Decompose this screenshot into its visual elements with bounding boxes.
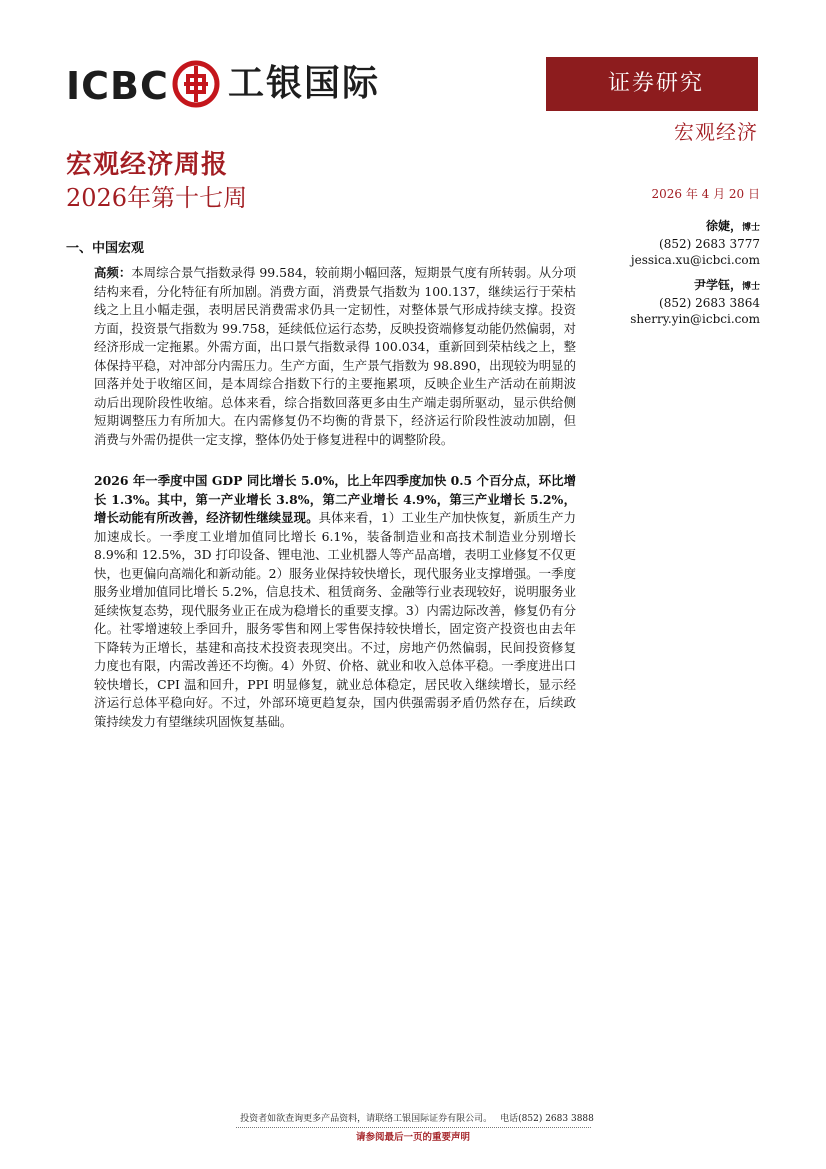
paragraph-body: 本周综合景气指数录得 99.584，较前期小幅回落，短期景气度有所转弱。从分项结构来看，分化特征有所加剧。消费方面，消费景气指数为 100.137，继续运行于荣枯线之上且小幅走强，表明居民消费需求仍具一定韧性，对整体景气形成持续支撑。投资方面，投资景气指数为 99.758，延续低位运行态势，反映投资端修复动能仍然偏弱，对经济形成一定拖累。外需方面，出口景气指数录得 100.034，重新回到荣枯线之上，整体保持平稳，对冲部分内需压力。生产方面，生产景气指数为 98.890，出现较为明显的回落并处于收缩区间，是本周综合指数下行的主要拖累项，反映企业生产活动在前期波动后出现阶段性收缩。总体来看，综合指数回落更多由生产端走弱所驱动，显示供给侧短期调整压力有所加大。在内需修复仍不均衡的背景下，经济运行阶段性波动加剧，但消费与外需仍提供一定支撑，整体仍处于修复进程中的调整阶段。: [94, 265, 577, 447]
paragraph-lead: 2026 年一季度中国 GDP 同比增长 5.0%，比上年四季度加快 0.5 个百分点，环比增长 1.3%。其中，第一产业增长 3.8%，第二产业增长 4.9%，第三产业增长 5.2%，增长动能有所改善，经济韧性继续显现。: [94, 473, 576, 525]
paragraph-high-frequency: [94, 264, 576, 449]
analyst-email[interactable]: sherry.yin@icbci.com: [630, 312, 760, 326]
footer-phone: 电话(852) 2683 3888: [500, 1114, 594, 1124]
paragraph-lead: 高频：: [94, 265, 132, 280]
report-week: 2026年第十七周: [66, 184, 248, 212]
section-banner: [546, 57, 758, 111]
analyst-degree: 博士: [741, 282, 760, 292]
analyst-email[interactable]: jessica.xu@icbci.com: [630, 253, 760, 267]
category-label: 宏观经济: [674, 120, 758, 144]
icbc-seal-icon: [172, 60, 220, 108]
footer-contact-text: 投资者如欲查询更多产品资料，请联络工银国际证券有限公司。: [240, 1114, 493, 1124]
paragraph-gdp: [94, 472, 576, 731]
report-date: 2026 年 4 月 20 日: [651, 187, 760, 201]
analyst-phone: (852) 2683 3864: [659, 296, 760, 310]
analyst-degree: 博士: [741, 223, 760, 233]
analyst-phone: (852) 2683 3777: [659, 237, 760, 251]
logo-chinese-text: 工银国际: [228, 63, 381, 104]
analyst-card: [630, 277, 760, 327]
banner-label: 证券研究: [608, 71, 705, 96]
paragraph-body: 具体来看，1）工业生产加快恢复，新质生产力加速成长。一季度工业增加值同比增长 6.1%，装备制造业和高技术制造业分别增长 8.9%和 12.5%，3D 打印设备、锂电池、工业机器人等产品高增，表明工业修复不仅更快，也更偏向高端化和新动能。2）服务业保持较快增长，现代服务业支撑增强。一季度服务业增加值同比增长 5.2%，信息技术、租赁商务、金融等行业表现较好，说明服务业延续恢复态势，现代服务业正在成为稳增长的重要支撑。3）内需边际改善，修复仍有分化。社零增速较上季回升，服务零售和网上零售保持较快增长，固定资产投资也由去年下降转为正增长，基建和高技术投资表现突出。不过，房地产仍然偏弱，民间投资修复力度也有限，内需改善还不均衡。4）外贸、价格、就业和收入总体平稳。一季度进出口较快增长，CPI 温和回升，PPI 明显修复，就业总体稳定，居民收入继续增长，显示经济运行总体平稳向好。不过，外部环境更趋复杂，国内供强需弱矛盾仍然存在，后续政策持续发力有望继续巩固恢复基础。: [94, 510, 576, 729]
report-title: 宏观经济周报: [66, 150, 229, 180]
analyst-name: 尹学钰，: [693, 278, 742, 292]
logo-latin-text: ICBC: [66, 64, 169, 108]
footer-disclaimer[interactable]: 请参阅最后一页的重要声明: [355, 1132, 470, 1143]
analyst-card: [631, 218, 760, 268]
analyst-name: 徐婕，: [705, 219, 742, 233]
footer-divider: [236, 1127, 591, 1128]
footer-contact: [0, 1113, 826, 1125]
section-heading: 一、中国宏观: [66, 241, 145, 256]
